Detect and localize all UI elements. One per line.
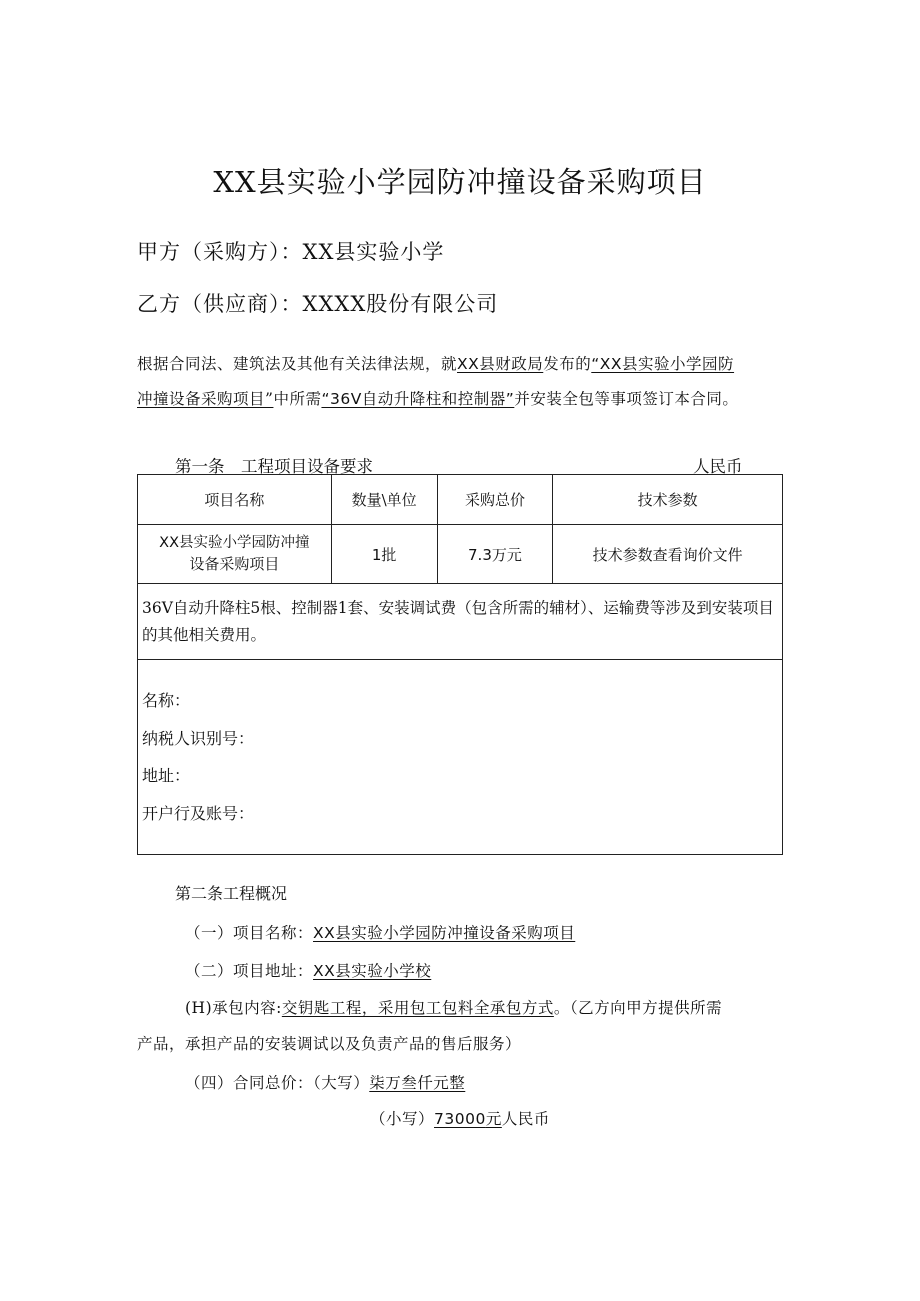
- table-row: [138, 525, 783, 584]
- header-quantity-unit: 数量\单位: [331, 475, 437, 525]
- header-total-price: 采购总价: [437, 475, 553, 525]
- article2-item-1: [185, 921, 575, 943]
- cell-price: 7.3万元: [437, 525, 553, 584]
- intro-text: 并安装全包等事项签订本合同。: [514, 390, 739, 408]
- project-name-line-1: XX县实验小学园防冲撞: [159, 535, 310, 551]
- equipment-table: [137, 474, 783, 855]
- supplier-info-row: [138, 660, 783, 855]
- party-a-label: 甲方（采购方）：: [137, 240, 303, 264]
- cell-quantity: 1批: [331, 525, 437, 584]
- article1-heading: 第一条 工程项目设备要求: [175, 457, 373, 476]
- party-b-label: 乙方（供应商）：: [137, 292, 303, 316]
- article2-heading: 第二条工程概况: [175, 884, 288, 903]
- total-price-lowercase-line: [370, 1107, 550, 1129]
- total-price-number: 73000: [434, 1110, 486, 1128]
- contract-scope-value: 交钥匙工程，采用包工包料全承包方式: [281, 999, 554, 1017]
- article2-item-4: [185, 1071, 465, 1093]
- party-a-value: XX县实验小学: [302, 240, 445, 264]
- intro-line-1: [137, 352, 734, 374]
- item-label: (H)承包内容:: [185, 999, 282, 1017]
- intro-text: 发布的: [543, 355, 592, 373]
- cell-project-name: [138, 525, 332, 584]
- intro-project-name: “XX县实验小学园防: [591, 355, 735, 373]
- intro-project-name: 冲撞设备采购项目”: [137, 390, 274, 408]
- item-label: （二）项目地址：: [185, 962, 314, 980]
- intro-text: 根据合同法、建筑法及其他有关法律法规，就: [137, 355, 458, 373]
- project-address-value: XX县实验小学校: [313, 962, 432, 980]
- party-b: [137, 288, 498, 318]
- project-name-line-2: 设备采购项目: [189, 555, 280, 573]
- item-label: （四）合同总价：（大写）: [185, 1074, 370, 1092]
- item-label: （一）项目名称：: [185, 924, 314, 942]
- party-a: [137, 236, 444, 266]
- scope-description: 36V自动升降柱5根、控制器1套、安装调试费（包含所需的辅材）、运输费等涉及到安装项目的其他相关费用。: [138, 584, 783, 660]
- supplier-name-label: 名称：: [142, 691, 191, 710]
- document-title: XX县实验小学园防冲撞设备采购项目: [213, 165, 707, 199]
- article2-item-2: [185, 959, 431, 981]
- address-label: 地址：: [142, 766, 191, 785]
- taxpayer-id-label: 纳税人识别号：: [142, 728, 255, 748]
- article2-item-3: [185, 996, 722, 1018]
- header-tech-params: 技术参数: [553, 475, 783, 525]
- intro-product: “36V自动升降柱和控制器”: [321, 390, 515, 408]
- project-name-value: XX县实验小学园防冲撞设备采购项目: [313, 924, 576, 942]
- price-currency: 人民币: [501, 1110, 550, 1128]
- party-b-value: XXXX股份有限公司: [302, 292, 499, 316]
- header-project-name: 项目名称: [138, 475, 332, 525]
- contract-scope-text: 。（乙方向甲方提供所需: [553, 999, 723, 1017]
- intro-bureau: XX县财政局: [457, 355, 544, 373]
- table-header-row: [138, 475, 783, 525]
- article2-item-3-line-2: 产品，承担产品的安装调试以及负责产品的售后服务）: [137, 1035, 522, 1053]
- item-label: （小写）: [370, 1110, 435, 1128]
- cell-tech-params: 技术参数查看询价文件: [553, 525, 783, 584]
- table-description-row: [138, 584, 783, 660]
- total-price-uppercase: 柒万叁仟元整: [369, 1074, 466, 1092]
- intro-line-2: [137, 387, 738, 409]
- currency-label: 人民币: [693, 457, 743, 476]
- price-unit: 元: [485, 1110, 502, 1128]
- bank-account-label: 开户行及账号：: [142, 803, 255, 823]
- supplier-info-block: [138, 660, 783, 855]
- intro-text: 中所需: [273, 390, 322, 408]
